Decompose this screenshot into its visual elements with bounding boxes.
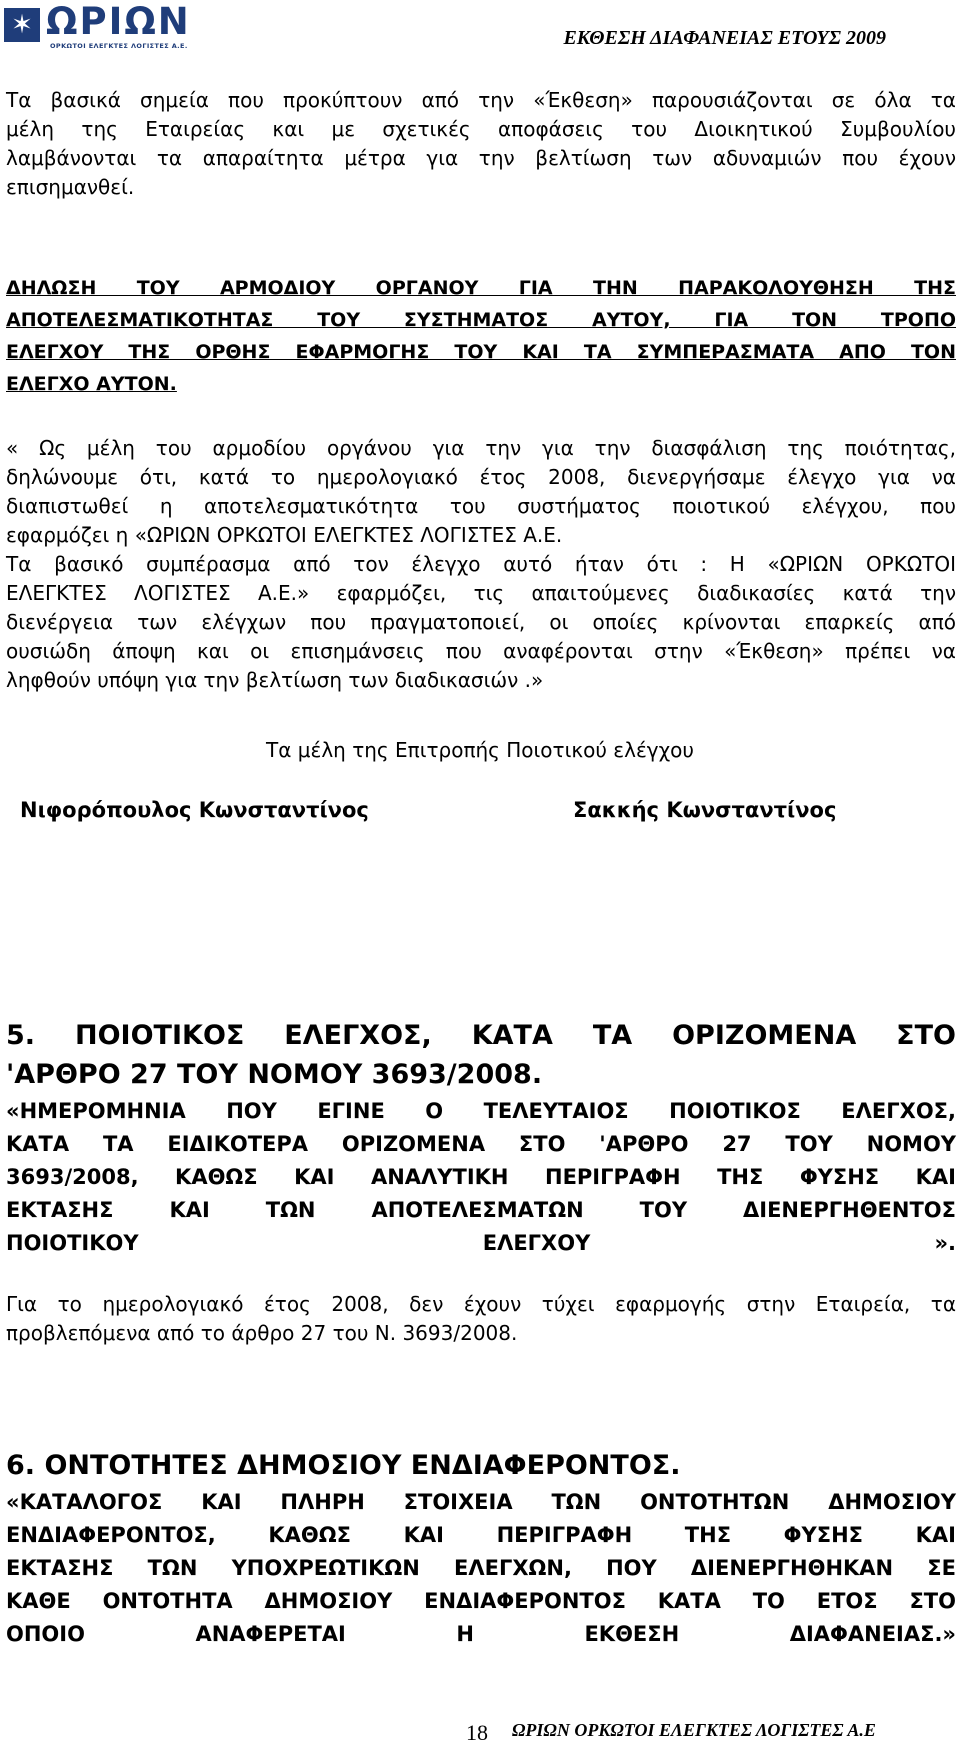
section6-subtitle-line: ΟΠΟΙΟ ΑΝΑΦΕΡΕΤΑΙ Η ΕΚΘΕΣΗ ΔΙΑΦΑΝΕΙΑΣ.» <box>6 1622 956 1646</box>
page-footer <box>0 1714 960 1744</box>
declaration-paragraph <box>6 434 956 695</box>
intro-line: Τα βασικά σημεία που προκύπτουν από την «Έκθεση» παρουσιάζονται σε όλα τα <box>6 88 956 112</box>
section5-subtitle-line: ΚΑΤΑ ΤΑ ΕΙΔΙΚΟΤΕΡΑ ΟΡΙΖΟΜΕΝΑ ΣΤΟ 'ΑΡΘΡΟ 27 ΤΟΥ ΝΟΜΟΥ <box>6 1132 956 1156</box>
section6-title-line: 6. ΟΝΤΟΤΗΤΕΣ ΔΗΜΟΣΙΟΥ ΕΝΔΙΑΦΕΡΟΝΤΟΣ. <box>6 1450 681 1481</box>
declaration-line: ουσιώδη άποψη και οι επισημάνσεις που αναφέρονται στην «Έκθεση» πρέπει να <box>6 639 956 663</box>
section6-subtitle-line: «ΚΑΤΑΛΟΓΟΣ ΚΑΙ ΠΛΗΡΗ ΣΤΟΙΧΕΙΑ ΤΩΝ ΟΝΤΟΤΗΤΩΝ ΔΗΜΟΣΙΟΥ <box>6 1490 956 1514</box>
declaration-line: ληφθούν υπόψη για την βελτίωση των διαδικασιών .» <box>6 668 544 692</box>
declaration-heading-line: ΑΠΟΤΕΛΕΣΜΑΤΙΚΟΤΗΤΑΣ ΤΟΥ ΣΥΣΤΗΜΑΤΟΣ ΑΥΤΟΥ, ΓΙΑ ΤΟΝ ΤΡΟΠΟ <box>6 309 956 331</box>
declaration-line: δηλώνουμε ότι, κατά το ημερολογιακό έτος 2008, διενεργήσαμε έλεγχο για να <box>6 465 956 489</box>
section5-subtitle-line: ΠΟΙΟΤΙΚΟΥ ΕΛΕΓΧΟΥ ». <box>6 1231 956 1255</box>
section5-body-line: Για το ημερολογιακό έτος 2008, δεν έχουν τύχει εφαρμογής στην Εταιρεία, τα <box>6 1292 956 1316</box>
section5-title-line: 'ΑΡΘΡΟ 27 ΤΟΥ ΝΟΜΟΥ 3693/2008. <box>6 1059 543 1090</box>
declaration-line: « Ως μέλη του αρμοδίου οργάνου για την για την διασφάλιση της ποιότητας, <box>6 436 956 460</box>
section5-subtitle-line: ΕΚΤΑΣΗΣ ΚΑΙ ΤΩΝ ΑΠΟΤΕΛΕΣΜΑΤΩΝ ΤΟΥ ΔΙΕΝΕΡΓΗΘΕΝΤΟΣ <box>6 1198 956 1222</box>
logo-tagline: ΟΡΚΩΤΟΙ ΕΛΕΓΚΤΕΣ ΛΟΓΙΣΤΕΣ Α.Ε. <box>50 42 188 50</box>
section5-subtitle-line: 3693/2008, ΚΑΘΩΣ ΚΑΙ ΑΝΑΛΥΤΙΚΗ ΠΕΡΙΓΡΑΦΗ ΤΗΣ ΦΥΣΗΣ ΚΑΙ <box>6 1165 956 1189</box>
section6-subtitle-line: ΕΚΤΑΣΗΣ ΤΩΝ ΥΠΟΧΡΕΩΤΙΚΩΝ ΕΛΕΓΧΩΝ, ΠΟΥ ΔΙΕΝΕΡΓΗΘΗΚΑΝ ΣΕ <box>6 1556 956 1580</box>
section5-subtitle-line: «ΗΜΕΡΟΜΗΝΙΑ ΠΟΥ ΕΓΙΝΕ Ο ΤΕΛΕΥΤΑΙΟΣ ΠΟΙΟΤΙΚΟΣ ΕΛΕΓΧΟΣ, <box>6 1099 956 1123</box>
declaration-line: εφαρμόζει η «ΩΡΙΩΝ ΟΡΚΩΤΟΙ ΕΛΕΓΚΤΕΣ ΛΟΓΙΣΤΕΣ Α.Ε. <box>6 523 563 547</box>
company-logo <box>4 0 200 50</box>
signatory-name: Νιφορόπουλος Κωνσταντίνος <box>20 798 369 822</box>
intro-paragraph <box>6 86 956 202</box>
signatory-name: Σακκής Κωνσταντίνος <box>573 798 837 822</box>
declaration-heading <box>6 272 956 400</box>
committee-label: Τα μέλη της Επιτροπής Ποιοτικού ελέγχου <box>266 738 694 762</box>
declaration-line: διενέργεια των ελέγχων που πραγματοποιεί, οι οποίες κρίνονται επαρκείς από <box>6 610 956 634</box>
star-icon: ✶ <box>11 10 33 40</box>
section5-title <box>6 1016 956 1094</box>
section6-subtitle-line: ΚΑΘΕ ΟΝΤΟΤΗΤΑ ΔΗΜΟΣΙΟΥ ΕΝΔΙΑΦΕΡΟΝΤΟΣ ΚΑΤΑ ΤΟ ΕΤΟΣ ΣΤΟ <box>6 1589 956 1613</box>
page-header <box>0 0 960 56</box>
section6-subtitle <box>6 1486 956 1651</box>
section5-body-line: προβλεπόμενα από το άρθρο 27 του Ν. 3693/2008. <box>6 1321 518 1345</box>
intro-line: λαμβάνονται τα απαραίτητα μέτρα για την βελτίωση των αδυναμιών που έχουν <box>6 146 956 170</box>
declaration-line: Τα βασικό συμπέρασμα από τον έλεγχο αυτό ήταν ότι : Η «ΩΡΙΩΝ ΟΡΚΩΤΟΙ <box>6 552 956 576</box>
page-number: 18 <box>466 1720 488 1745</box>
declaration-line: διαπιστωθεί η αποτελεσματικότητα του συστήματος ποιοτικού ελέγχου, που <box>6 494 956 518</box>
intro-line: επισημανθεί. <box>6 175 135 199</box>
header-title: ΕΚΘΕΣΗ ΔΙΑΦΑΝΕΙΑΣ ΕΤΟΥΣ 2009 <box>563 27 886 49</box>
declaration-heading-line: ΕΛΕΓΧΟ ΑΥΤΟΝ. <box>6 373 177 395</box>
declaration-heading-line: ΔΗΛΩΣΗ ΤΟΥ ΑΡΜΟΔΙΟΥ ΟΡΓΑΝΟΥ ΓΙΑ ΤΗΝ ΠΑΡΑΚΟΛΟΥΘΗΣΗ ΤΗΣ <box>6 277 956 299</box>
section5-body <box>6 1290 956 1348</box>
section6-title <box>6 1446 956 1485</box>
declaration-line: ΕΛΕΓΚΤΕΣ ΛΟΓΙΣΤΕΣ Α.Ε.» εφαρμόζει, τις απαιτούμενες διαδικασίες κατά την <box>6 581 956 605</box>
intro-line: μέλη της Εταιρείας και με σχετικές αποφάσεις του Διοικητικού Συμβουλίου <box>6 117 956 141</box>
declaration-heading-line: ΕΛΕΓΧΟΥ ΤΗΣ ΟΡΘΗΣ ΕΦΑΡΜΟΓΗΣ ΤΟΥ ΚΑΙ ΤΑ ΣΥΜΠΕΡΑΣΜΑΤΑ ΑΠΟ ΤΟΝ <box>6 341 956 363</box>
section5-subtitle <box>6 1095 956 1260</box>
section5-title-line: 5. ΠΟΙΟΤΙΚΟΣ ΕΛΕΓΧΟΣ, ΚΑΤΑ ΤΑ ΟΡΙΖΟΜΕΝΑ ΣΤΟ <box>6 1020 956 1051</box>
logo-text: ΩΡΙΩΝ <box>46 0 191 43</box>
footer-title: ΩΡΙΩΝ ΟΡΚΩΤΟΙ ΕΛΕΓΚΤΕΣ ΛΟΓΙΣΤΕΣ Α.Ε <box>512 1720 876 1740</box>
section6-subtitle-line: ΕΝΔΙΑΦΕΡΟΝΤΟΣ, ΚΑΘΩΣ ΚΑΙ ΠΕΡΙΓΡΑΦΗ ΤΗΣ ΦΥΣΗΣ ΚΑΙ <box>6 1523 956 1547</box>
